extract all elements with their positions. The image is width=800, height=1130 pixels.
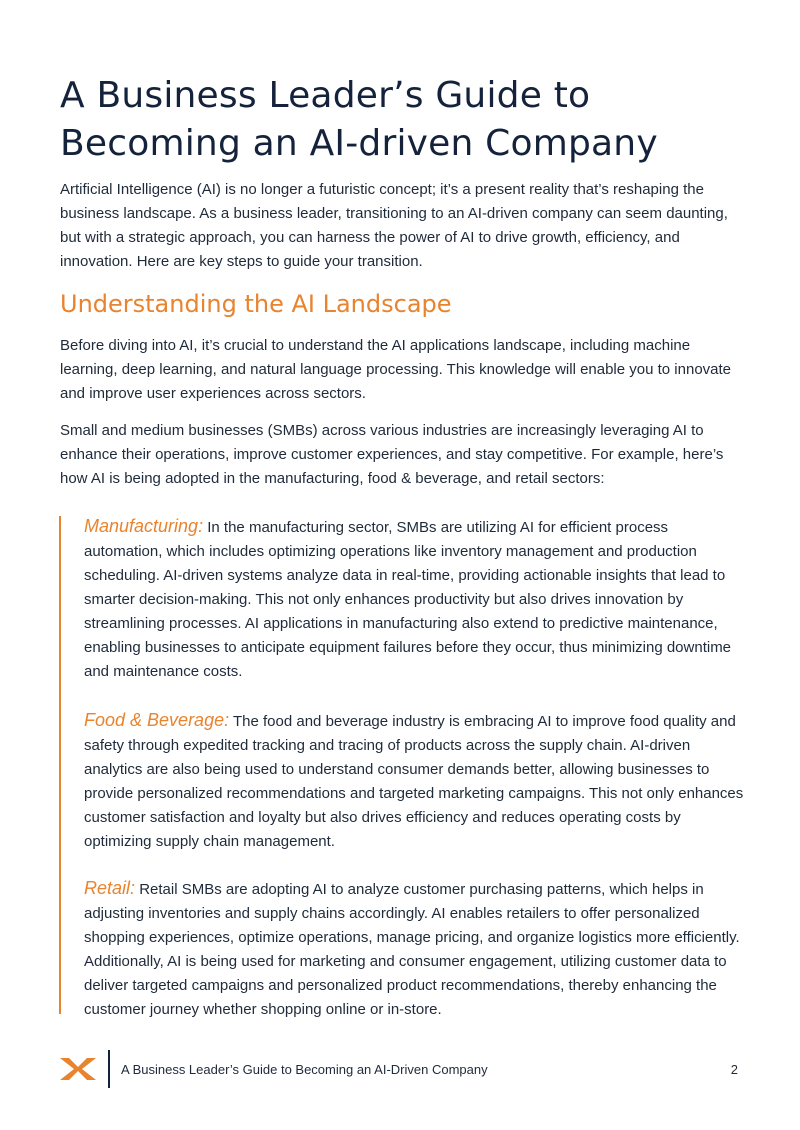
sector-food-beverage (84, 708, 744, 854)
sector-retail (84, 876, 744, 1022)
body-paragraph-2: Small and medium businesses (SMBs) across various industries are increasingly leveraging AI to enhance their operations, improve customer experiences, and stay competitive. For example, here’s how AI is being adopted in the manufacturing, food & beverage, and retail sectors: (60, 422, 724, 487)
body-paragraph-1: Before diving into AI, it’s crucial to understand the AI applications landscape, including machine learning, deep learning, and natural language processing. This knowledge will enable you to innovate and improve user experiences across sectors. (60, 337, 732, 402)
sector-label-retail: Retail: (84, 878, 136, 898)
sector-manufacturing (84, 514, 744, 684)
sector-label-manufacturing: Manufacturing: (84, 516, 204, 536)
section-heading: Understanding the AI Landscape (60, 290, 452, 318)
footer-divider (108, 1050, 110, 1088)
sector-text-retail: Retail SMBs are adopting AI to analyze customer purchasing patterns, which helps in adjusting inventories and supply chains accordingly. AI enables retailers to offer personalized shopping experiences, optimize operations, manage pricing, and organize logistics more efficiently. Additionally, AI is being used for marketing and consumer engagement, utilizing customer data to deliver targeted campaigns and personalized product recommendations, thereby enhancing the customer journey whether shopping online or in-store. (84, 881, 740, 1018)
page-number: 2 (730, 1062, 738, 1077)
intro-paragraph: Artificial Intelligence (AI) is no longer a futuristic concept; it’s a present reality that’s reshaping the business landscape. As a business leader, transitioning to an AI-driven company can seem daunting, but with a strategic approach, you can harness the power of AI to drive growth, efficiency, and innovation. Here are key steps to guide your transition. (60, 181, 728, 270)
sector-text-manufacturing: In the manufacturing sector, SMBs are utilizing AI for efficient process automation, which includes optimizing operations like inventory management and production scheduling. AI-driven systems analyze data in real-time, providing actionable insights that lead to smarter decision-making. This not only enhances productivity but also drives innovation by streamlining processes. AI applications in manufacturing also extend to predictive maintenance, enabling businesses to anticipate equipment failures before they occur, thus minimizing downtime and maintenance costs. (84, 519, 732, 680)
page-title: A Business Leader’s Guide to Becoming an AI-driven Company (60, 75, 658, 164)
quote-accent-bar (59, 516, 61, 1014)
x-logo-icon (60, 1058, 96, 1080)
sector-label-food-beverage: Food & Beverage: (84, 710, 230, 730)
page-footer (60, 1050, 740, 1088)
footer-title: A Business Leader’s Guide to Becoming an AI-Driven Company (121, 1062, 488, 1077)
sector-text-food-beverage: The food and beverage industry is embracing AI to improve food quality and safety through expedited tracking and tracing of products across the supply chain. AI-driven analytics are also being used to understand consumer demands better, allowing businesses to provide personalized recommendations and targeted marketing campaigns. This not only enhances customer satisfaction and loyalty but also drives efficiency and reduces operating costs by optimizing supply chain management. (84, 713, 744, 850)
